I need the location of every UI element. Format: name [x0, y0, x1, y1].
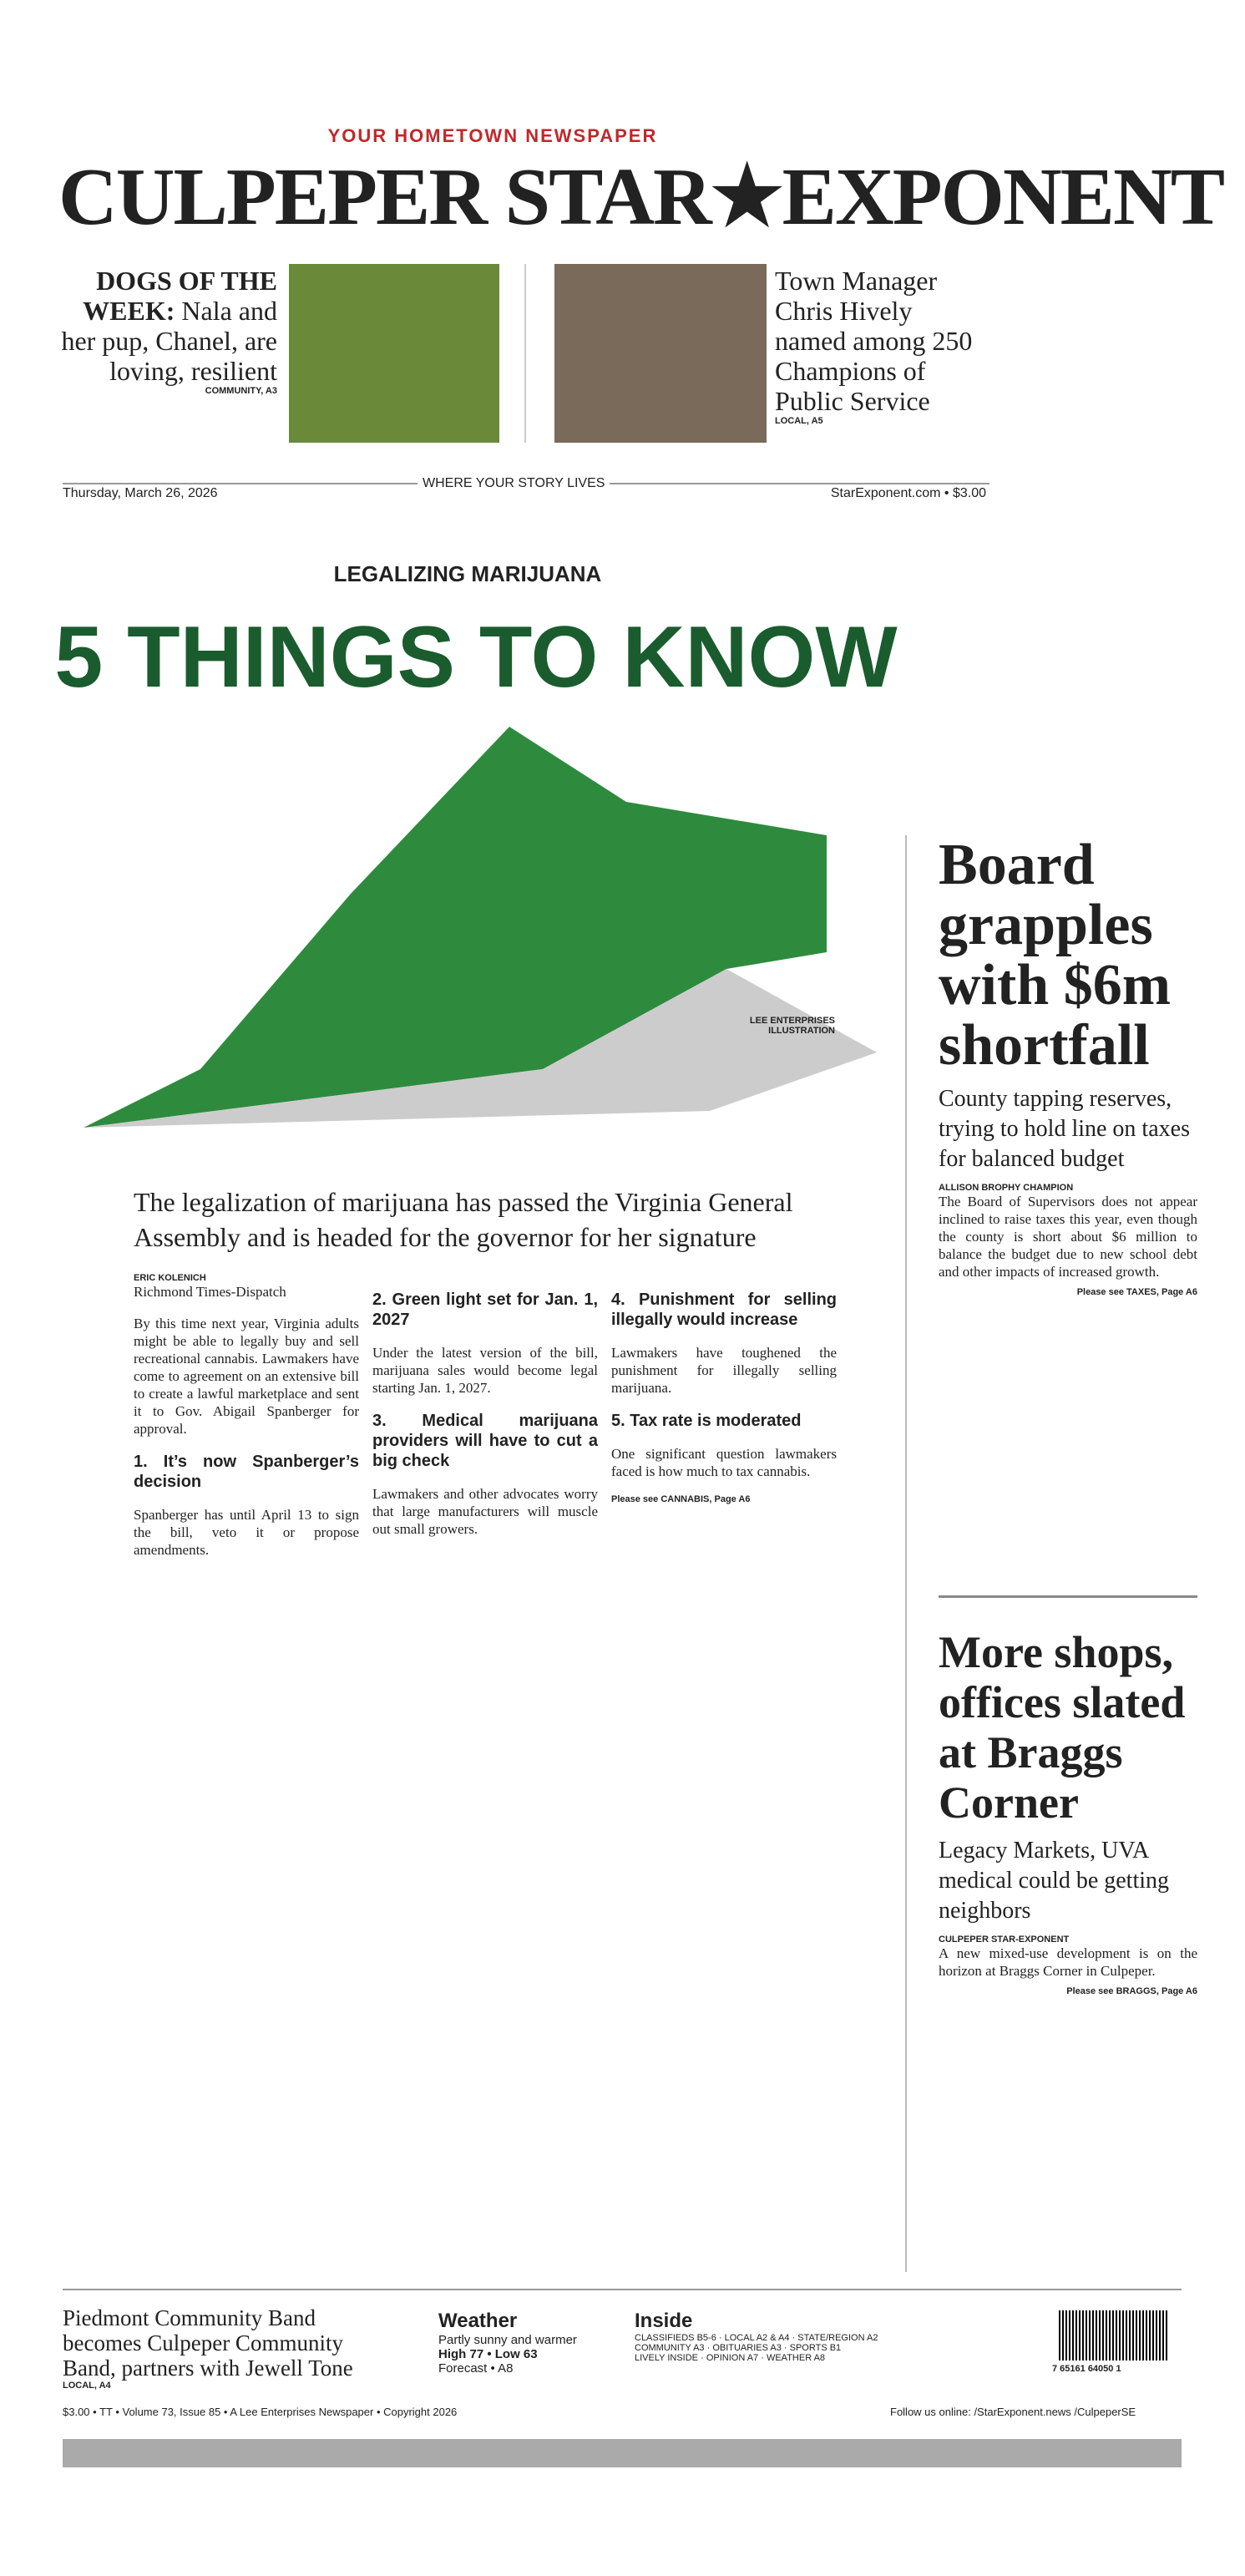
lead-col2: 2. Green light set for Jan. 1, 2027 Under the latest version of the bill, marijuana sales would become legal starting Jan. 1, 2027. 3. Medical marijuana providers will have to cut a big check Lawmakers and other advocates worry that large manufacturers will muscle out small growers.	[372, 1291, 598, 1537]
hively-photo	[554, 264, 767, 443]
lead-headline: 5 THINGS TO KNOW	[54, 609, 898, 706]
virginia-map	[75, 702, 877, 1136]
date: Thursday, March 26, 2026	[63, 486, 218, 500]
kicker: LEGALIZING MARIJUANA	[333, 561, 602, 586]
board-story[interactable]: Board grapples with $6m shortfall County tapping reserves, trying to hold line on taxes for balanced budget ALLISON BROPHY CHAMPION The Board of Supervisors does not appear inclined to raise taxes this year, even though the county is short about $6 million to balance the budget due to new school debt and other impacts of increased growth. Please see TAXES, Page A6	[939, 833, 1197, 1297]
lead-col1: ERIC KOLENICH Richmond Times-Dispatch By this time next year, Virginia adults might be able to legally buy and sell recreational cannabis. Lawmakers have come to agreement on an extensive bill to create a lawful marketplace and sent it to Gov. Abigail Spanberger for approval. 1. It’s now Spanberger’s decision Spanberger has until April 13 to sign the bill, veto it or propose amendments.	[134, 1273, 359, 1558]
teaser-hively[interactable]: Town Manager Chris Hively named among 250 Champions of Public Service LOCAL, A5	[775, 266, 973, 426]
slogan: WHERE YOUR STORY LIVES	[418, 476, 610, 491]
dogs-photo	[289, 264, 499, 443]
masthead: CULPEPER STAR★EXPONENT	[58, 152, 1224, 242]
barcode	[1059, 2310, 1167, 2360]
lead-deck: The legalization of marijuana has passed the Virginia General Assembly and is headed for the governor for her signature	[134, 1187, 793, 1252]
tagline: YOUR HOMETOWN NEWSPAPER	[327, 125, 658, 146]
bottom-bar	[63, 2439, 1182, 2467]
lead-col3: 4. Punishment for selling illegally would increase Lawmakers have toughened the punishment for illegally selling marijuana. 5. Tax rate is moderated One significant question lawmakers faced is how much to tax cannabis. Please see CANNABIS, Page A6	[611, 1291, 837, 1504]
illustration-credit: LEE ENTERPRISES ILLUSTRATION	[749, 1016, 835, 1036]
teaser-dogs[interactable]: DOGS OF THE WEEK: Nala and her pup, Chanel, are loving, resilient COMMUNITY, A3	[61, 266, 277, 396]
follow-links[interactable]: Follow us online: /StarExponent.news /CulpeperSE	[890, 2406, 1136, 2418]
footer: $3.00 • TT • Volume 73, Issue 85 • A Lee Enterprises Newspaper • Copyright 2026	[63, 2406, 458, 2418]
weather-box[interactable]: Weather Partly sunny and warmer High 77 • Low 63 Forecast • A8	[438, 2310, 577, 2376]
band-teaser[interactable]: Piedmont Community Band becomes Culpeper Community Band, partners with Jewell Tone LOCAL, A4	[63, 2305, 353, 2391]
shops-story[interactable]: More shops, offices slated at Braggs Corner Legacy Markets, UVA medical could be getting neighbors CULPEPER STAR-EXPONENT A new mixed-use development is on the horizon at Braggs Corner in Culpeper. Please see BRAGGS, Page A6	[939, 1627, 1197, 1996]
inside-box[interactable]: Inside CLASSIFIEDS B5-6 · LOCAL A2 & A4 · STATE/REGION A2 COMMUNITY A3 · OBITUARIES A3 · SPORTS B1 LIVELY INSIDE · OPINION A7 · WEATHER A8	[635, 2310, 878, 2363]
site-price: StarExponent.com • $3.00	[830, 486, 986, 500]
